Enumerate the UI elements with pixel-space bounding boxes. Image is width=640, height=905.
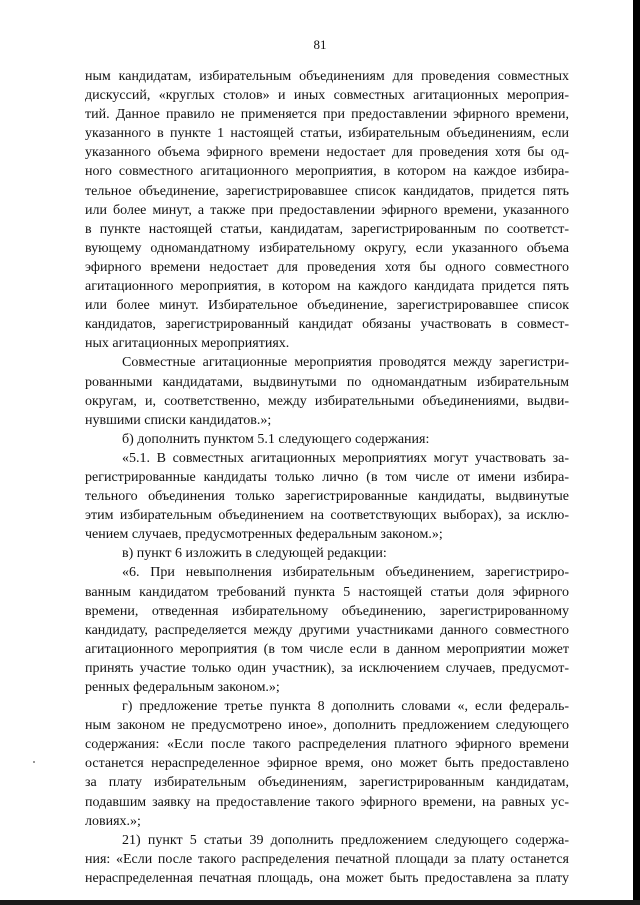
text-line: содержания: «Если после такого распределения платного эфирного времени [85,737,569,753]
text-line: вующему одномандатному избирательному округу, если указанного объема [85,240,569,256]
text-line: принять участие только один участник), за исключением случаев, предусмот- [85,660,569,676]
text-line: указанного объема эфирного времени недостает для проведения хотя бы од- [85,145,569,161]
text-line: тельного объединения только зарегистрированные кандидаты, выдвинутые [85,489,569,505]
text-line: или более минут, а также при предоставлении эфирного времени, указанного [85,202,569,218]
text-line: кандидату, распределяется между другими участниками данного совместного [85,622,569,638]
text-line: б) дополнить пунктом 5.1 следующего содержания: [122,431,430,447]
text-line: в пункте настоящей статьи, кандидатам, зарегистрированным по соответст- [85,221,569,237]
text-line: или более минут. Избирательное объединение, зарегистрировавшее список [85,298,569,314]
text-line: 21) пункт 5 статьи 39 дополнить предложением следующего содержа- [122,832,569,848]
text-line: рованными кандидатами, выдвинутыми по одномандатным избирательным [85,374,569,390]
text-line: ренных федеральным законом.»; [85,680,280,695]
text-line: подавшим заявку на предоставление такого эфирного времени, на равных ус- [85,794,569,810]
text-line: «5.1. В совместных агитационных мероприятиях могут участвовать за- [122,450,569,466]
text-line: ния: «Если после такого распределения печатной площади за плату останется [85,851,569,867]
text-line: нувшими списки кандидатов.»; [85,412,272,428]
text-line: тельное объединение, зарегистрировавшее список кандидатов, придется пять [85,183,569,199]
text-line: времени, отведенная избирательному объединению, зарегистрированному [85,603,569,619]
text-line: кандидатов, зарегистрированный кандидат обязаны участвовать в совмест- [85,317,569,333]
document-body [85,67,569,888]
text-line: эфирного времени недостает для проведения хотя бы одного совместного [85,259,569,275]
page-number: 81 [313,37,327,52]
text-line: Совместные агитационные мероприятия проводятся между зарегистри- [122,355,569,371]
scan-edge-right [633,0,640,905]
text-line: агитационного мероприятия (в том числе если в данном мероприятии может [85,641,569,657]
text-line: указанного в пункте 1 настоящей статьи, избирательным объединениям, если [85,126,569,142]
text-line: ным законом не предусмотрено иное», дополнить предложением следующего [85,718,569,734]
text-line: за плату избирательным объединениям, зарегистрированным кандидатам, [85,775,569,791]
text-line: дискуссий, «круглых столов» и иных совместных агитационных мероприя- [85,88,569,104]
text-line: чением случаев, предусмотренных федеральным законом.»; [85,527,443,543]
text-line: ловиях.»; [85,813,141,829]
text-line: г) предложение третье пункта 8 дополнить словами «, если федераль- [122,699,569,715]
text-line: ным кандидатам, избирательным объединениям для проведения совместных [85,69,569,84]
text-line: агитационного мероприятия, в котором на каждого кандидата придется пять [85,279,569,295]
text-line: останется нераспределенное эфирное время, оно может быть предоставлено [85,756,569,772]
text-line: округам, и, соответственно, между избирательными объединениями, выдви- [85,393,569,409]
text-line: этим избирательным объединением на соответствующих выборах), за исклю- [85,508,569,524]
text-line: в) пункт 6 изложить в следующей редакции: [122,546,387,562]
text-line: регистрированные кандидаты только лично (в том числе от имени избира- [85,469,569,485]
text-line: ных агитационных мероприятиях. [85,336,290,352]
text-line: ного совместного агитационного мероприятия, в котором на каждое избира- [85,164,569,180]
text-line: ванным кандидатом требований пункта 5 настоящей статьи доля эфирного [85,584,569,600]
text-line: «6. При невыполнения избирательным объединением, зарегистриро- [122,565,569,581]
text-line: тий. Данное правило не применяется при предоставлении эфирного времени, [85,107,569,123]
scan-edge-bottom [0,900,640,905]
scan-speck [33,761,35,763]
text-line: нераспределенная печатная площадь, она может быть предоставлена за плату [85,870,569,886]
